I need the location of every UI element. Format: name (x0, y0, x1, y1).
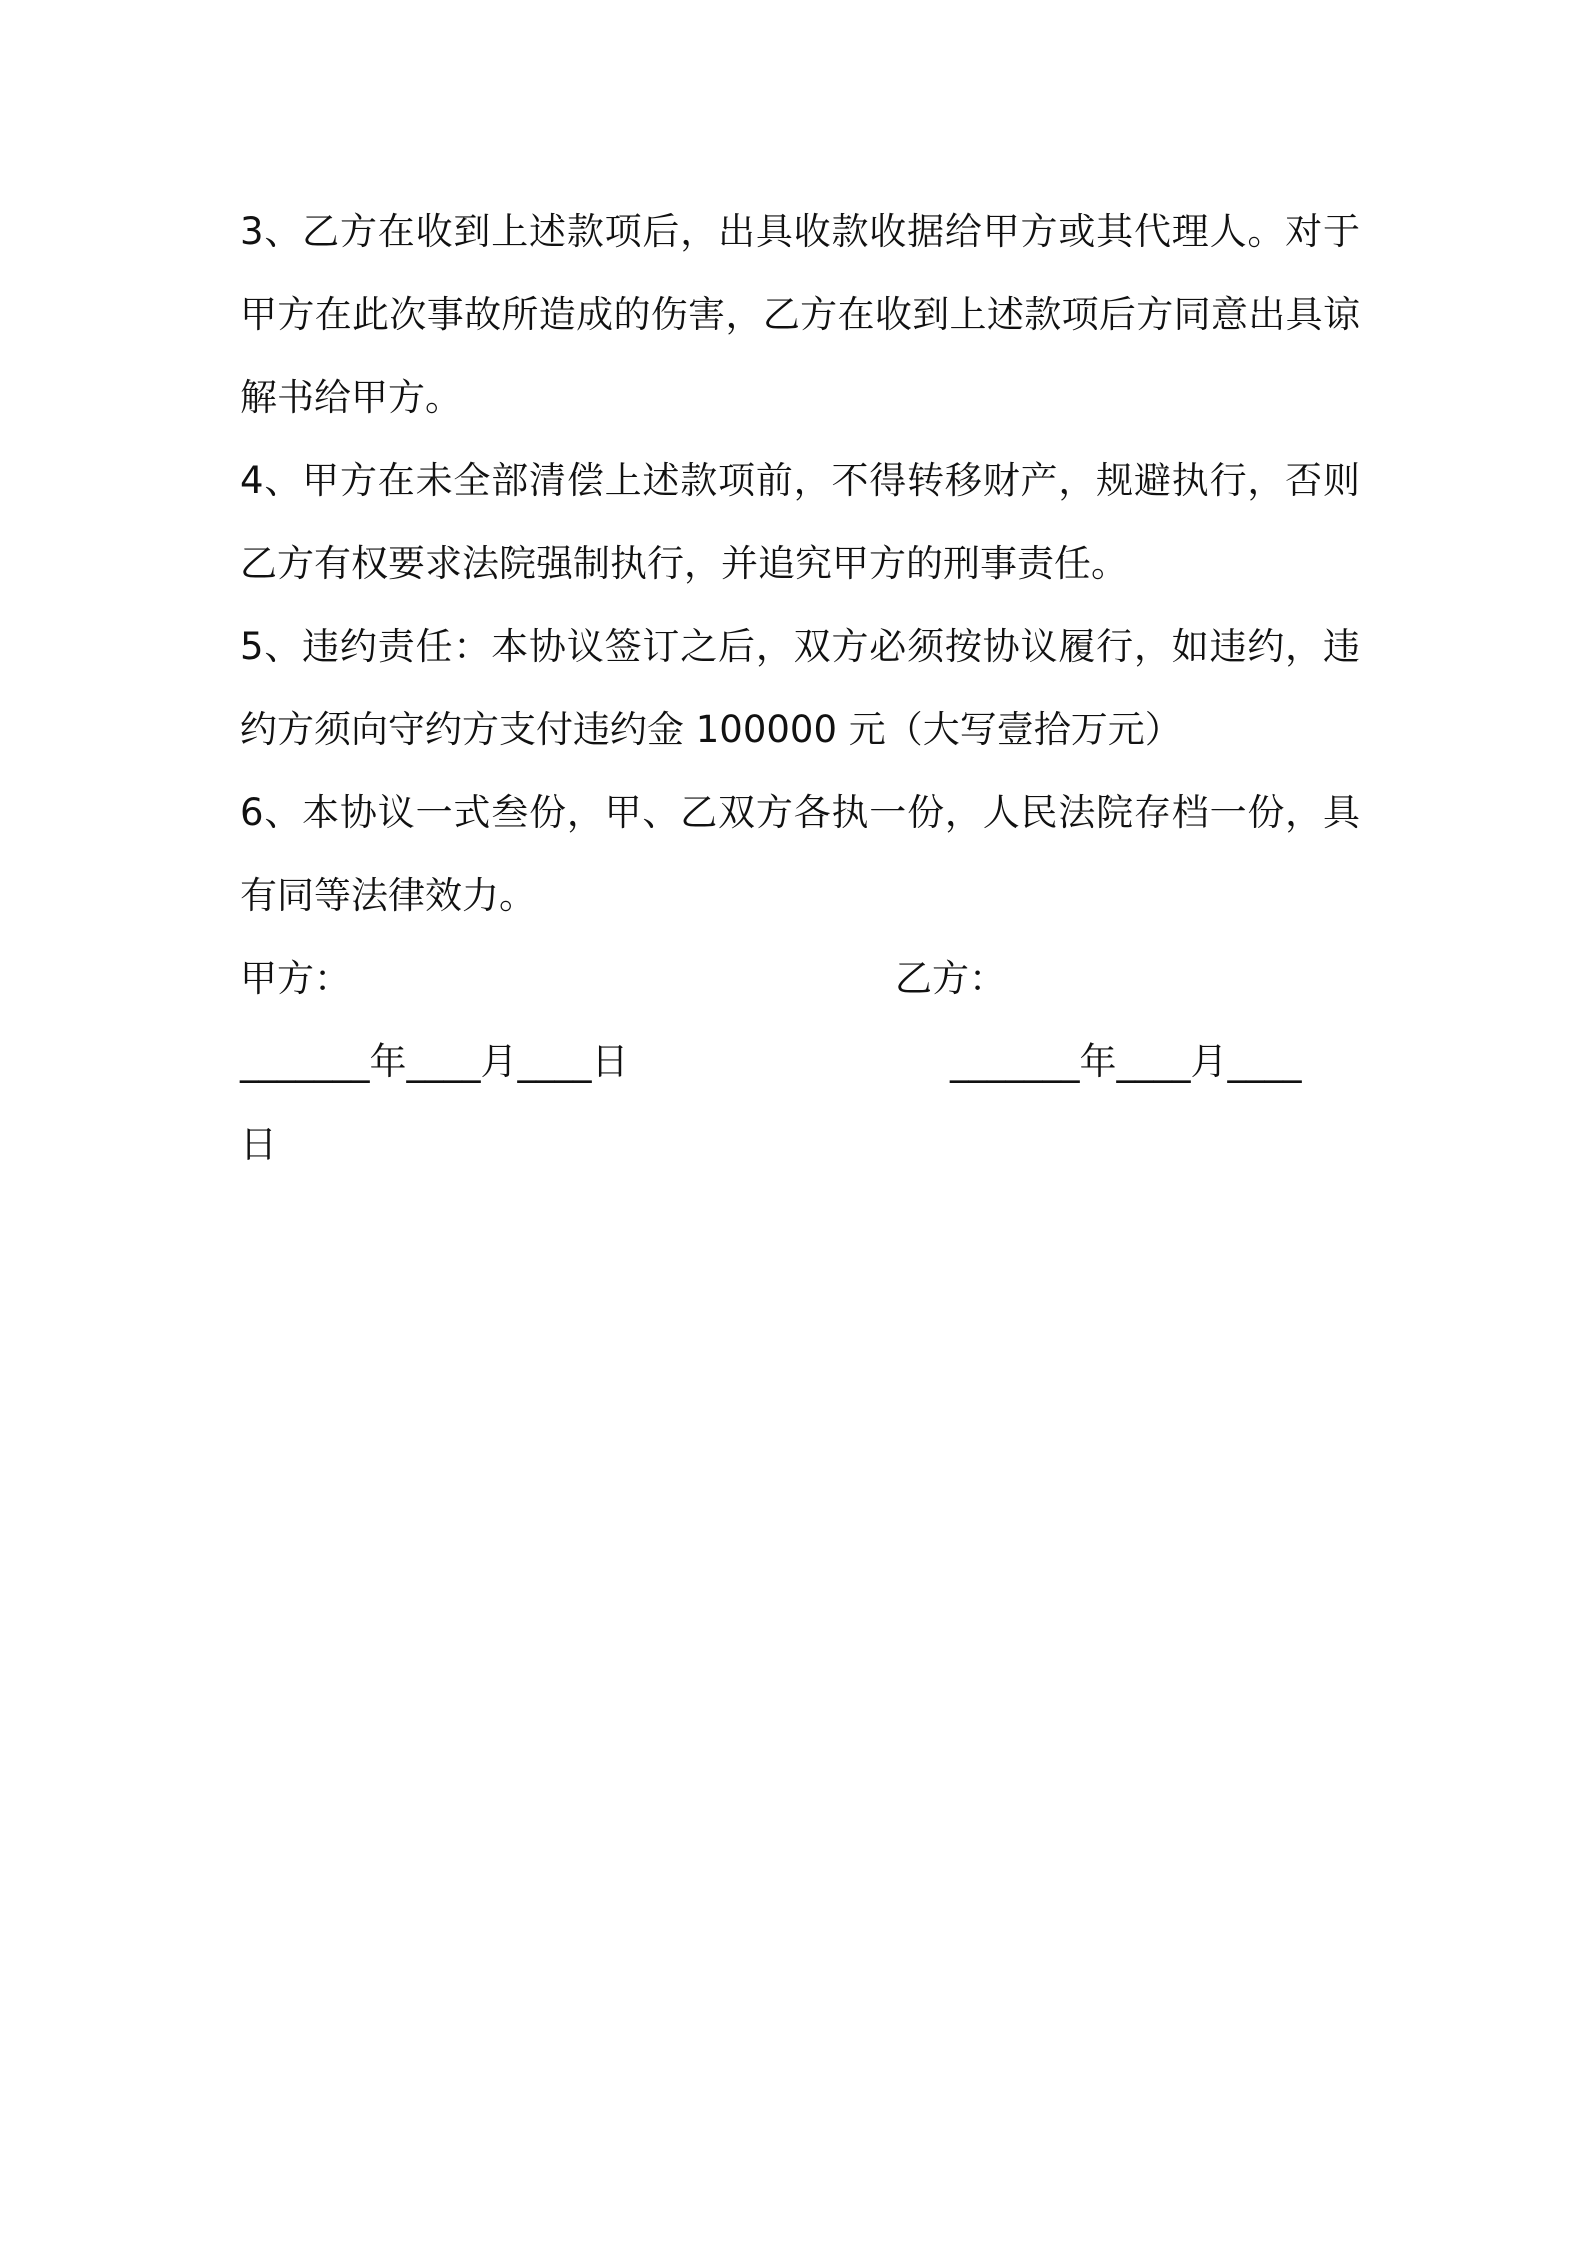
document-body (240, 190, 1360, 1186)
signature-labels-row (240, 937, 1360, 1020)
party-a-date: _______年____月____日 (240, 1040, 629, 1083)
clause-5: 5、违约责任：本协议签订之后，双方必须按协议履行，如违约，违约方须向守约方支付违约金 100000 元（大写壹拾万元） (240, 625, 1360, 751)
party-b-date-tail-row (240, 1103, 1360, 1186)
clause-3: 3、乙方在收到上述款项后，出具收款收据给甲方或其代理人。对于甲方在此次事故所造成的伤害，乙方在收到上述款项后方同意出具谅解书给甲方。 (240, 210, 1360, 419)
clause-4: 4、甲方在未全部清偿上述款项前，不得转移财产，规避执行，否则乙方有权要求法院强制执行，并追究甲方的刑事责任。 (240, 459, 1360, 585)
party-b-label: 乙方： (895, 957, 1006, 1000)
party-a-label: 甲方： (240, 957, 351, 1000)
clause-6: 6、本协议一式叁份，甲、乙双方各执一份，人民法院存档一份，具有同等法律效力。 (240, 791, 1360, 917)
party-b-date: _______年____月____ (950, 1040, 1302, 1083)
signature-dates-row (240, 1020, 1360, 1103)
party-b-date-tail: 日 (240, 1123, 277, 1166)
